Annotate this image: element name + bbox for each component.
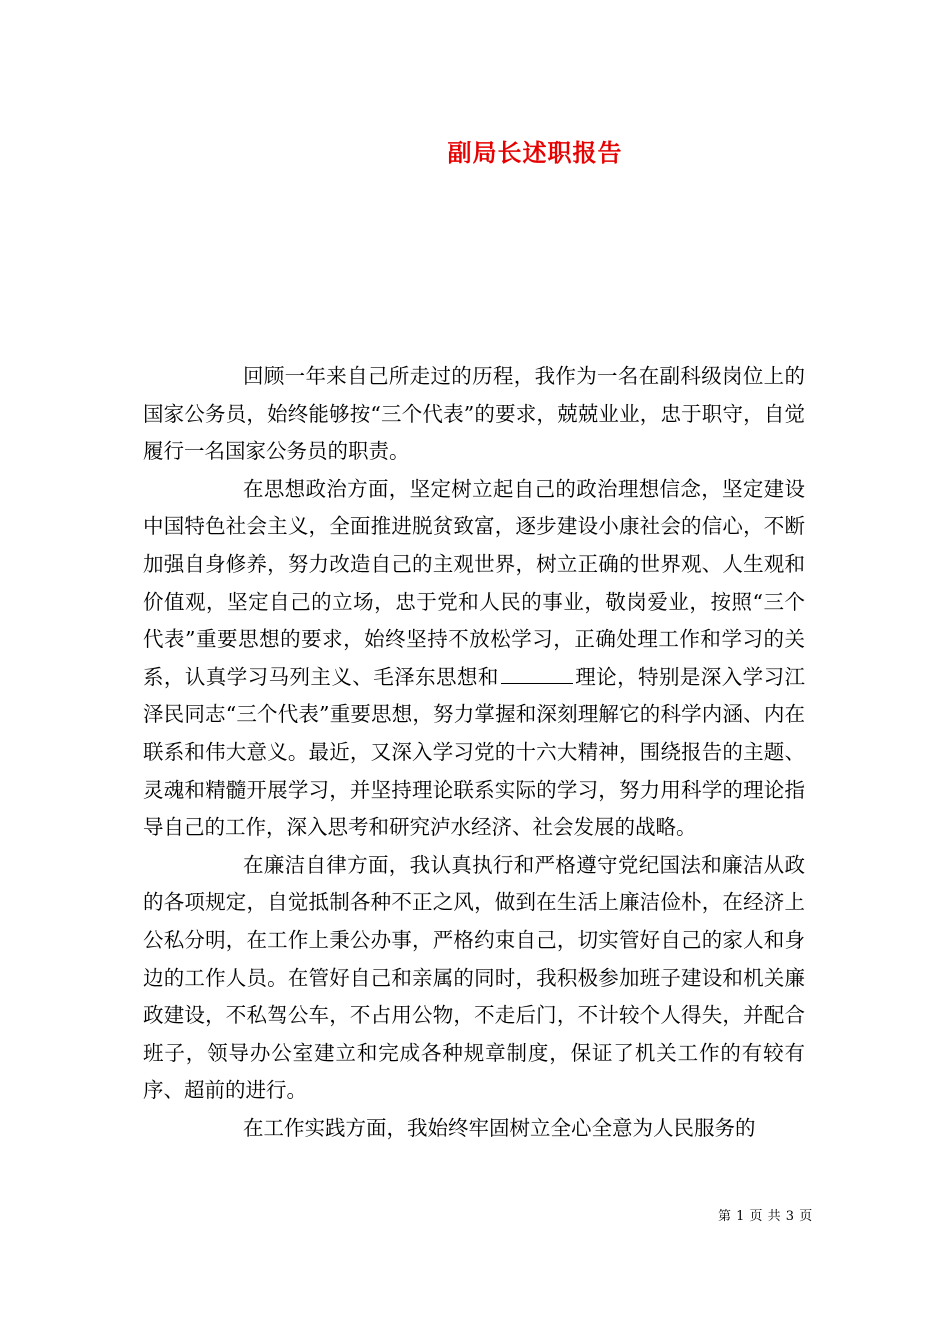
paragraph-political xyxy=(143,471,805,847)
document-body xyxy=(143,358,805,1147)
page-number: 第 1 页 共 3 页 xyxy=(718,1209,813,1224)
paragraph-political-part1: 在思想政治方面，坚定树立起自己的政治理想信念，坚定建设中国特色社会主义，全面推进脱贫致富，逐步建设小康社会的信心，不断加强自身修养，努力改造自己的主观世界，树立正确的世界观、人生观和价值观，坚定自己的立场，忠于党和人民的事业，敬岗爱业，按照“三个代表”重要思想的要求，始终坚持不放松学习，正确处理工作和学习的关系，认真学习马列主义、毛泽东思想和 xyxy=(143,476,805,689)
paragraph-work-practice: 在工作实践方面，我始终牢固树立全心全意为人民服务的 xyxy=(243,1115,756,1140)
document-title: 副局长述职报告 xyxy=(447,138,623,167)
paragraph-review: 回顾一年来自己所走过的历程，我作为一名在副科级岗位上的国家公务员，始终能够按“三个代表”的要求，兢兢业业，忠于职守，自觉履行一名国家公务员的职责。 xyxy=(143,364,805,464)
blank-underline xyxy=(501,665,573,684)
paragraph-political-part2: 理论，特别是深入学习江泽民同志“三个代表”重要思想，努力掌握和深刻理解它的科学内涵、内在联系和伟大意义。最近，又深入学习党的十六大精神，围绕报告的主题、灵魂和精髓开展学习，并坚持理论联系实际的学习，努力用科学的理论指导自己的工作，深入思考和研究泸水经济、社会发展的战略。 xyxy=(143,664,806,840)
paragraph-integrity: 在廉洁自律方面，我认真执行和严格遵守党纪国法和廉洁从政的各项规定，自觉抵制各种不正之风，做到在生活上廉洁俭朴，在经济上公私分明，在工作上秉公办事，严格约束自己，切实管好自己的家人和身边的工作人员。在管好自己和亲属的同时，我积极参加班子建设和机关廉政建设，不私驾公车，不占用公物，不走后门，不计较个人得失，并配合班子，领导办公室建立和完成各种规章制度，保证了机关工作的有较有序、超前的进行。 xyxy=(143,852,805,1103)
